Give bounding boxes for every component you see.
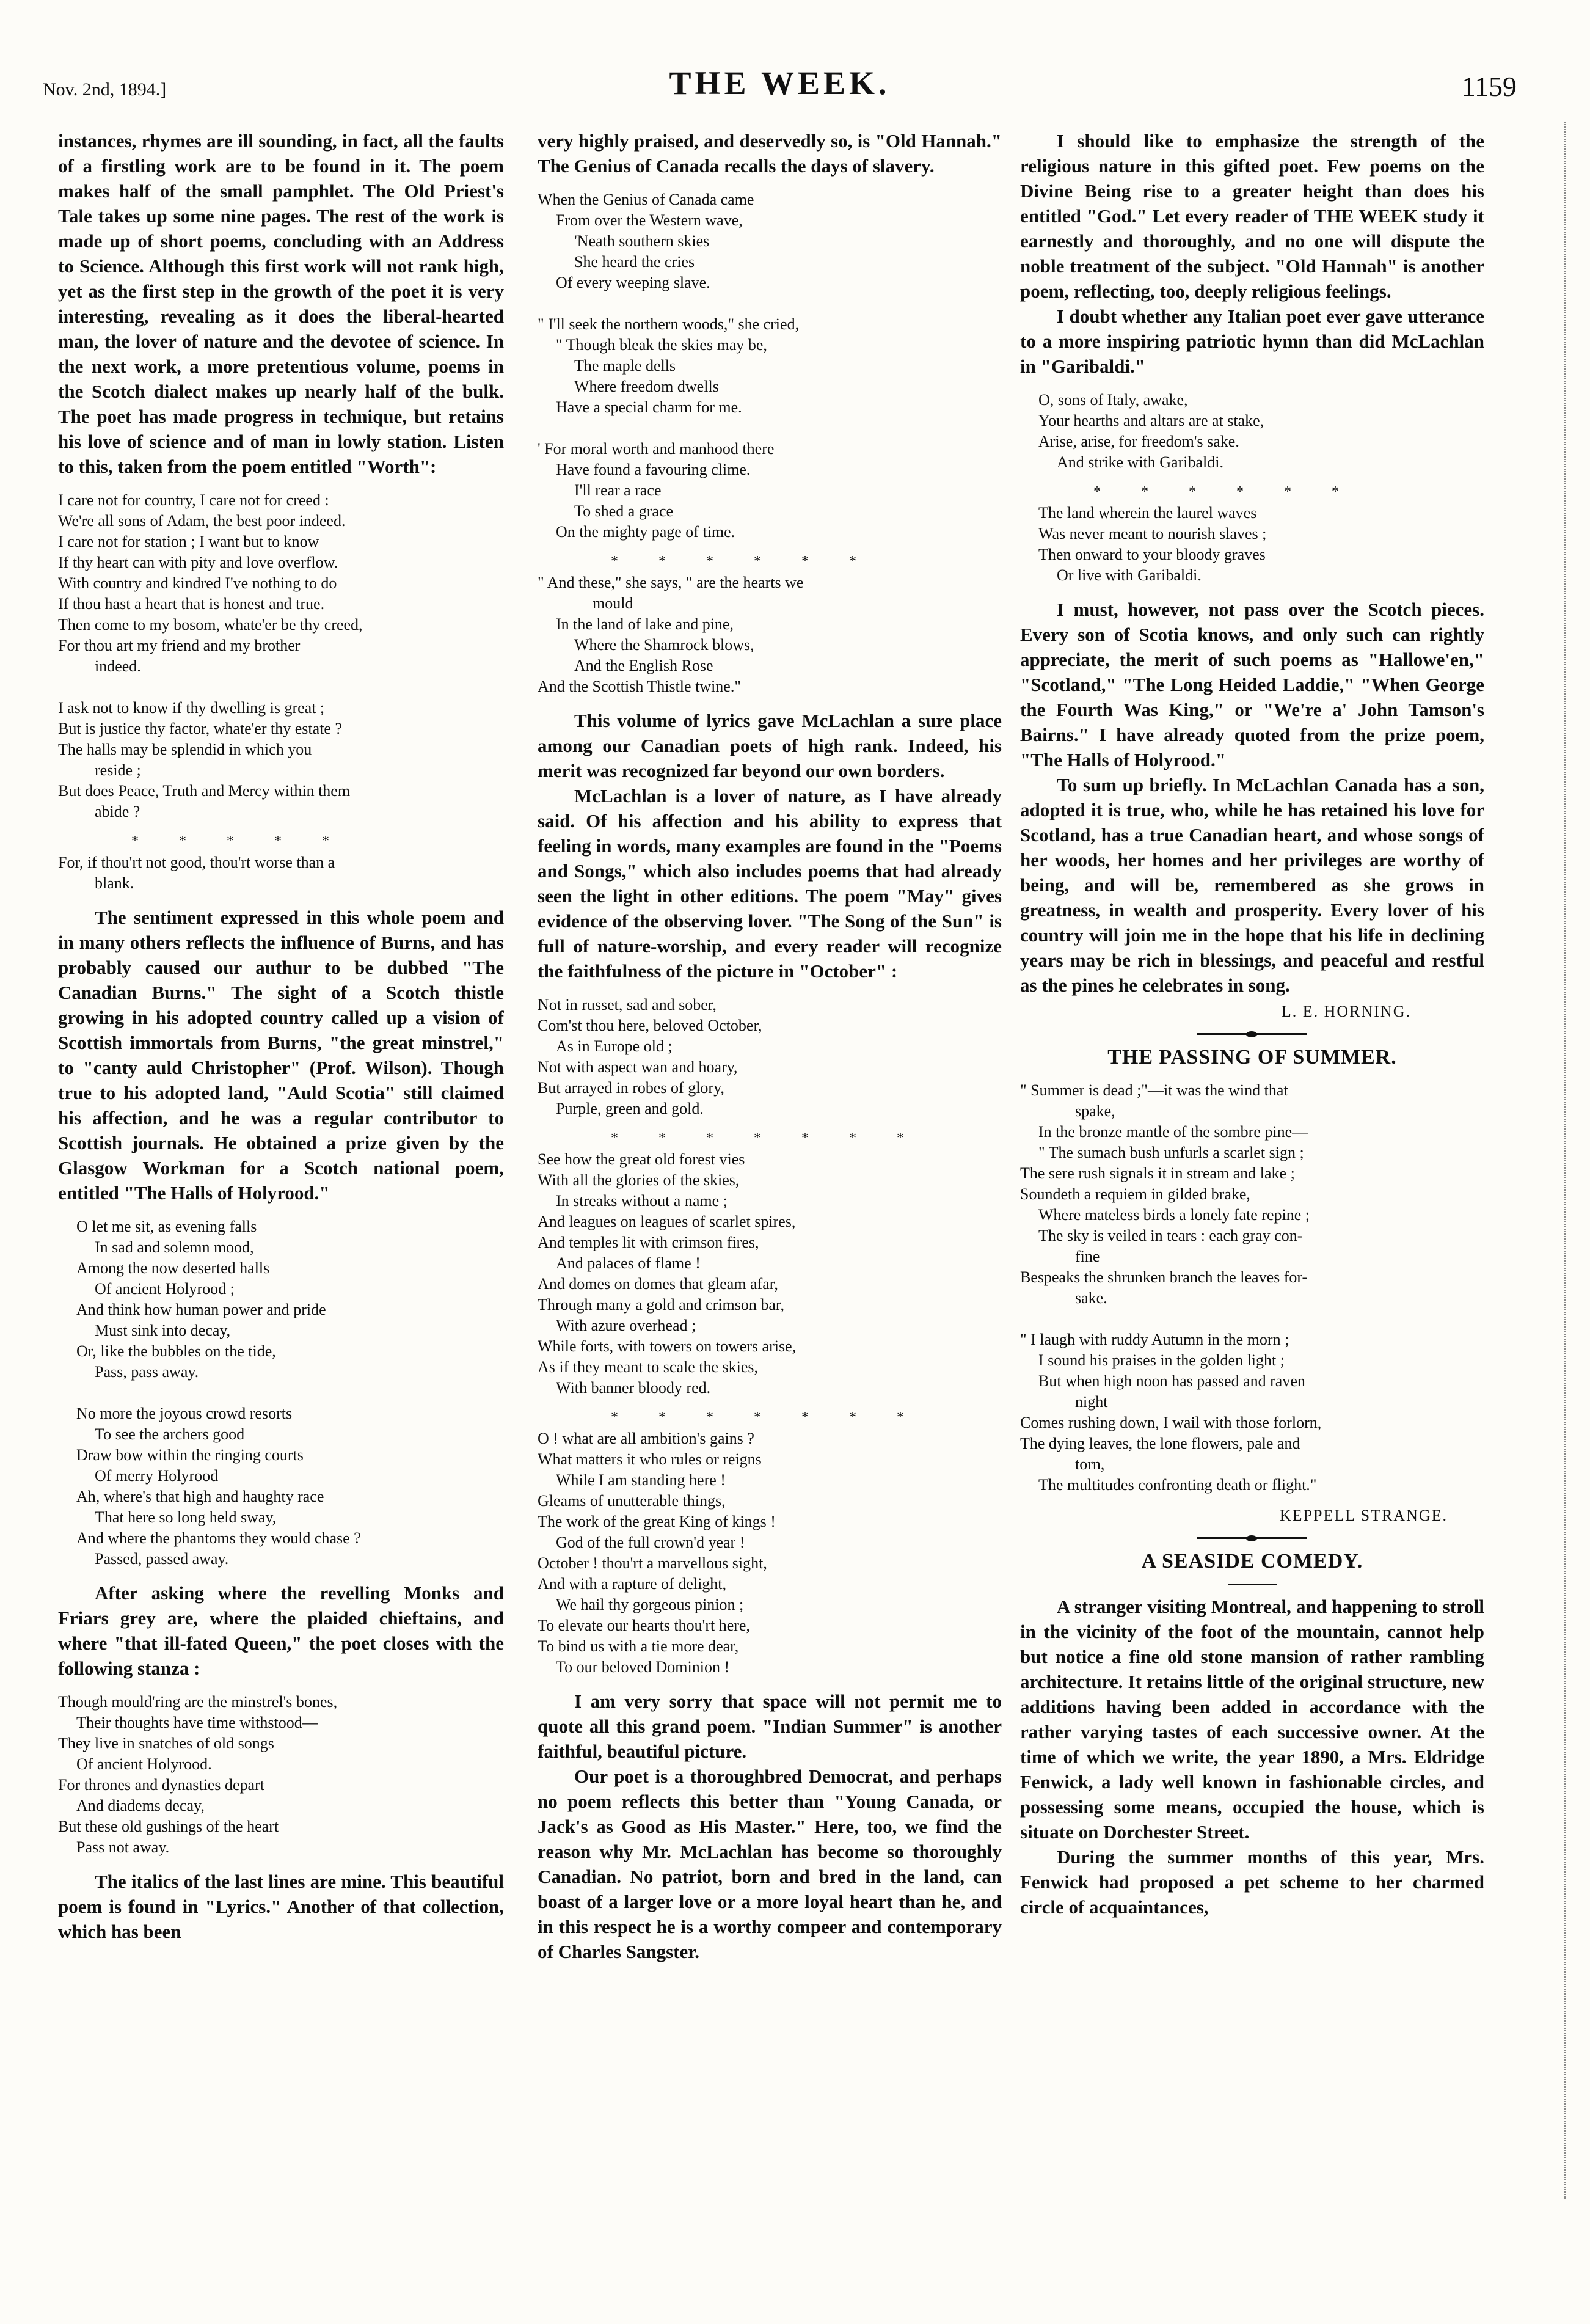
poem-line: Where the Shamrock blows, <box>574 636 754 654</box>
poem-line: Gleams of unutterable things, <box>538 1492 726 1510</box>
poem-line: While I am standing here ! <box>556 1471 726 1489</box>
column-3 <box>1020 128 1484 1920</box>
poem-line: But when high noon has passed and raven <box>1038 1372 1305 1390</box>
poem-line: " I'll seek the northern woods," she cried, <box>538 315 800 333</box>
poem-line: Where mateless birds a lonely fate repine ; <box>1038 1206 1310 1224</box>
poem-line: O let me sit, as evening falls <box>76 1218 257 1235</box>
paragraph: To sum up briefly. In McLachlan Canada has a son, adopted it is true, who, while he has retained his love for Scotland, has a true Canadian heart, and whose songs of her woods, her homes and her privileges are worthy of being, and will be, remembered as she grows in greatness, in wealth and prosperity. Every lover of his country will join me in the hope that his life in declining years may be rich in blessings, and peaceful and restful as the pines he celebrates in song. <box>1020 774 1484 996</box>
poem-line: The dying leaves, the lone flowers, pale and <box>1020 1434 1300 1452</box>
poem-line: Soundeth a requiem in gilded brake, <box>1020 1185 1250 1203</box>
poem-line: O, sons of Italy, awake, <box>1038 391 1188 409</box>
poem-line: reside ; <box>95 761 141 779</box>
poem-line: And the English Rose <box>574 657 713 674</box>
poem-line: And think how human power and pride <box>76 1301 326 1318</box>
poem-line: " The sumach bush unfurls a scarlet sign ; <box>1038 1144 1304 1161</box>
poem-line: And palaces of flame ! <box>556 1254 701 1272</box>
poem-line: " Though bleak the skies may be, <box>556 336 767 354</box>
poem-line: And strike with Garibaldi. <box>1057 453 1223 471</box>
poem-line: What matters it who rules or reigns <box>538 1450 762 1468</box>
asterism: * * * * * * * <box>611 1130 922 1146</box>
poem-line: And domes on domes that gleam afar, <box>538 1275 778 1293</box>
poem-line: And the Scottish Thistle twine." <box>538 678 741 695</box>
poem-line: Ah, where's that high and haughty race <box>76 1488 324 1505</box>
poem-line <box>1020 1309 1484 1329</box>
poem-line: I care not for station ; I want but to know <box>58 533 319 550</box>
paragraph: I must, however, not pass over the Scotch pieces. Every son of Scotia knows, and only such can rightly appreciate, the merit of such poems as "Hallowe'en," "Scotland," "The Long Heided Laddie," "When George the Fourth Was King," or "We're a' John Tamson's Bairns." I have already quoted from the prize poem, "The Halls of Holyrood." <box>1020 599 1484 770</box>
paragraph: The sentiment expressed in this whole poem and in many others reflects the influence of Burns, and has probably caused our authur to be dubbed "The Canadian Burns." The sight of a Scotch thistle growing in his adopted country called up a vision of Scottish immortals from Burns, "the great minstrel," to "canty auld Christopher" (Prof. Wilson). Though true to his adopted land, "Auld Scotia" still claimed his affection, and he was a regular contributor to Scottish journals. He obtained a prize given by the Glasgow Workman for a Scotch national poem, entitled "The Halls of Holyrood." <box>58 907 504 1204</box>
poem-garibaldi <box>1020 390 1484 473</box>
poem-line: If thou hast a heart that is honest and true. <box>58 595 325 613</box>
page-number: 1159 <box>1461 71 1517 102</box>
paragraph: A stranger visiting Montreal, and happening to stroll in the vicinity of the foot of the mountain, cannot help but notice a fine old stone mansion of rather rambling architecture. It retains little of the original structure, new additions having been added in accordance with the rather varying tastes of each successive owner. At the time of which we write, the year 1890, a Mrs. Eldridge Fenwick, a lady well known in fashionable circles, and possessing some means, occupied the house, which is situate on Dorchester Street. <box>1020 1596 1484 1843</box>
poem-line: With azure overhead ; <box>556 1317 696 1334</box>
poem-line: While forts, with towers on towers arise, <box>538 1337 797 1355</box>
poem-line: Arise, arise, for freedom's sake. <box>1038 433 1239 450</box>
poem-line: The sere rush signals it in stream and lake ; <box>1020 1164 1295 1182</box>
poem-line: Draw bow within the ringing courts <box>76 1446 304 1464</box>
poem-line: Your hearths and altars are at stake, <box>1038 412 1264 429</box>
paragraph: This volume of lyrics gave McLachlan a sure place among our Canadian poets of high rank. Indeed, his merit was recognized far beyond our own borders. <box>538 710 1002 781</box>
poem-october-part3 <box>538 1428 1002 1678</box>
poem-line: O ! what are all ambition's gains ? <box>538 1430 754 1447</box>
poem-line: torn, <box>1075 1455 1105 1473</box>
poem-line: " And these," she says, " are the hearts we <box>538 574 804 591</box>
poem-line: For, if thou'rt not good, thou'rt worse than a <box>58 853 335 871</box>
column-1 <box>58 128 504 1944</box>
paragraph: The italics of the last lines are mine. This beautiful poem is found in "Lyrics." Another of that collection, which has been <box>58 1871 504 1942</box>
poem-worth <box>58 490 504 822</box>
section-divider <box>1197 1537 1307 1539</box>
asterism: * * * * * * * <box>611 1409 922 1425</box>
poem-line: I ask not to know if thy dwelling is great ; <box>58 699 325 717</box>
headline-rule <box>1228 1584 1277 1585</box>
poem-line <box>538 293 1002 314</box>
poem-line: Among the now deserted halls <box>76 1259 270 1277</box>
poem-line: For thou art my friend and my brother <box>58 637 301 654</box>
poem-line: October ! thou'rt a marvellous sight, <box>538 1554 767 1572</box>
asterism: * * * * * * <box>1093 484 1357 500</box>
poem-line: That here so long held sway, <box>95 1508 277 1526</box>
poem-line: Have a special charm for me. <box>556 398 742 416</box>
poem-line: And where the phantoms they would chase ? <box>76 1529 361 1547</box>
page-header <box>43 64 1517 119</box>
asterism: * * * * * <box>131 833 348 849</box>
paragraph: I am very sorry that space will not permit me to quote all this grand poem. "Indian Summer" is another faithful, beautiful picture. <box>538 1690 1002 1762</box>
poem-line: Of ancient Holyrood ; <box>95 1280 235 1298</box>
poem-line: 'Neath southern skies <box>574 232 710 250</box>
poem-line: The multitudes confronting death or flight." <box>1038 1476 1317 1494</box>
poem-october-part2 <box>538 1149 1002 1398</box>
poem-line: To our beloved Dominion ! <box>556 1658 730 1676</box>
poem-genius-of-canada-end <box>538 572 1002 697</box>
poem-genius-of-canada <box>538 189 1002 543</box>
poem-line: As if they meant to scale the skies, <box>538 1358 759 1376</box>
poem-line: And leagues on leagues of scarlet spires, <box>538 1213 796 1230</box>
paragraph: McLachlan is a lover of nature, as I have already said. Of his affection and his ability to express that feeling in words, many examples are found in the "Poems and Songs," which also includes poems that had already seen the light in other editions. The poem "May" gives evidence of the observing lover. "The Song of the Sun" is full of nature-worship, and every reader will recognize the faithfulness of the picture in "October" : <box>538 785 1002 982</box>
poem-line: Not with aspect wan and hoary, <box>538 1058 738 1076</box>
poem-line: abide ? <box>95 803 140 820</box>
poem-passing-of-summer <box>1020 1080 1484 1496</box>
poem-line: On the mighty page of time. <box>556 523 735 541</box>
poem-line: In sad and solemn mood, <box>95 1238 254 1256</box>
poem-line: blank. <box>95 874 134 892</box>
poem-line: Then come to my bosom, whate'er be thy creed, <box>58 616 363 634</box>
poem-line: Of merry Holyrood <box>95 1467 219 1485</box>
poem-line: night <box>1075 1393 1108 1411</box>
poem-line: With all the glories of the skies, <box>538 1171 740 1189</box>
poem-line: Where freedom dwells <box>574 378 719 395</box>
paragraph: After asking where the revelling Monks and Friars grey are, where the plaided chieftains, and where "that ill-fated Queen," the poet closes with the following stanza : <box>58 1582 504 1679</box>
asterism: * * * * * * <box>611 554 875 569</box>
poem-line <box>58 1383 504 1403</box>
poem-line: With country and kindred I've nothing to do <box>58 574 337 592</box>
poem-line: See how the great old forest vies <box>538 1150 745 1168</box>
poem-line: And with a rapture of delight, <box>538 1575 727 1593</box>
poem-line: To see the archers good <box>95 1425 245 1443</box>
poem-line: mould <box>593 594 633 612</box>
poem-line <box>58 677 504 698</box>
article-headline: THE PASSING OF SUMMER. <box>1107 1046 1397 1069</box>
poem-line: Must sink into decay, <box>95 1321 231 1339</box>
poem-line: Though mould'ring are the minstrel's bones, <box>58 1693 338 1711</box>
paragraph: instances, rhymes are ill sounding, in fact, all the faults of a firstling work are to be found in it. The poem makes half of the small pamphlet. The Old Priest's Tale takes up some nine pages. The rest of the work is made up of short poems, concluding with an Address to Science. Although this first work will not rank high, yet as the first step in the growth of the poet it is very interesting, revealing as it does the liberal-hearted man, the lover of nature and the devotee of science. In the next work, a more pretentious volume, poems in the Scotch dialect makes up nearly half of the bulk. The poet has made progress in technique, but retains his love of science and of man in lowly station. Listen to this, taken from the poem entitled "Worth": <box>58 130 504 477</box>
poem-line: And diadems decay, <box>76 1797 205 1814</box>
paragraph: very highly praised, and deservedly so, is "Old Hannah." The Genius of Canada recalls the days of slavery. <box>538 130 1002 177</box>
poem-line: To bind us with a tie more dear, <box>538 1637 739 1655</box>
poem-halls-of-holyrood <box>58 1216 504 1569</box>
poem-line: Or live with Garibaldi. <box>1057 566 1202 584</box>
poem-line: Comes rushing down, I wail with those forlorn, <box>1020 1414 1322 1431</box>
poem-line: I care not for country, I care not for creed : <box>58 491 329 509</box>
poem-line: They live in snatches of old songs <box>58 1734 274 1752</box>
poem-line: The halls may be splendid in which you <box>58 740 312 758</box>
poem-line: Of every weeping slave. <box>556 274 710 291</box>
poem-line: Have found a favouring clime. <box>556 461 751 478</box>
poem-line: ' For moral worth and manhood there <box>538 440 775 458</box>
poem-line: I sound his praises in the golden light ; <box>1038 1351 1285 1369</box>
article-headline: A SEASIDE COMEDY. <box>1141 1550 1363 1573</box>
poem-line: Was never meant to nourish slaves ; <box>1038 525 1267 543</box>
poem-line: And temples lit with crimson fires, <box>538 1233 759 1251</box>
column-2 <box>538 128 1002 1964</box>
masthead-title: THE WEEK. <box>669 65 891 101</box>
paragraph: I doubt whether any Italian poet ever gave utterance to a more inspiring patriotic hymn than did McLachlan in "Garibaldi." <box>1020 305 1484 377</box>
poem-line: No more the joyous crowd resorts <box>76 1405 293 1422</box>
poem-line: The land wherein the laurel waves <box>1038 504 1257 522</box>
poem-line: Then onward to your bloody graves <box>1038 546 1266 563</box>
paragraph: I should like to emphasize the strength of the religious nature in this gifted poet. Few poems on the Divine Being rise to a greater height than does his entitled "God." Let every reader of THE WEEK study it earnestly and thoroughly, and no one will dispute the noble treatment of the subject. "Old Hannah" is another poem, reflecting, too, deeply religious feelings. <box>1020 130 1484 302</box>
poem-line: To shed a grace <box>574 502 674 520</box>
poem-line: Not in russet, sad and sober, <box>538 996 717 1014</box>
poem-garibaldi-end <box>1020 503 1484 586</box>
poem-line: The work of the great King of kings ! <box>538 1513 776 1530</box>
poem-line: " Summer is dead ;"—it was the wind that <box>1020 1081 1288 1099</box>
poem-line: But is justice thy factor, whate'er thy estate ? <box>58 720 342 737</box>
poem-line: In streaks without a name ; <box>556 1192 728 1210</box>
poem-line: God of the full crown'd year ! <box>556 1533 745 1551</box>
poem-line: She heard the cries <box>574 253 695 271</box>
paragraph: Our poet is a thoroughbred Democrat, and perhaps no poem reflects this better than "Young Canada, or Jack's as Good as His Master." Here, too, we find the reason why Mr. McLachlan has become so thoroughly Canadian. No patriot, born and bred in the land, can boast of a larger love or a more loyal heart than he, and in this respect he is a worthy compeer and contemporary of Charles Sangster. <box>538 1766 1002 1962</box>
poem-line: In the bronze mantle of the sombre pine— <box>1038 1123 1308 1141</box>
poem-line: But arrayed in robes of glory, <box>538 1079 724 1097</box>
poem-line: If thy heart can with pity and love overflow. <box>58 554 338 571</box>
poem-line: Pass not away. <box>76 1838 170 1856</box>
poem-line: From over the Western wave, <box>556 211 743 229</box>
poem-line: Through many a gold and crimson bar, <box>538 1296 785 1314</box>
poem-line: But these old gushings of the heart <box>58 1818 279 1835</box>
poem-line: " I laugh with ruddy Autumn in the morn ; <box>1020 1331 1289 1348</box>
poem-line: indeed. <box>95 657 141 675</box>
poem-line: We're all sons of Adam, the best poor indeed. <box>58 512 346 530</box>
poem-line: As in Europe old ; <box>556 1037 673 1055</box>
poem-line: The maple dells <box>574 357 676 375</box>
poem-line: For thrones and dynasties depart <box>58 1776 264 1794</box>
poem-line: Passed, passed away. <box>95 1550 229 1568</box>
poem-line: Purple, green and gold. <box>556 1100 704 1117</box>
poem-line: When the Genius of Canada came <box>538 191 754 208</box>
poem-line: fine <box>1075 1248 1100 1265</box>
author-signature: KEPPELL STRANGE. <box>1279 1507 1448 1524</box>
author-signature: L. E. HORNING. <box>1281 1003 1411 1020</box>
poem-line: Their thoughts have time withstood— <box>76 1714 318 1731</box>
poem-line: With banner bloody red. <box>556 1379 711 1397</box>
section-divider <box>1197 1033 1307 1035</box>
poem-line: Pass, pass away. <box>95 1363 199 1381</box>
poem-line: Of ancient Holyrood. <box>76 1755 212 1773</box>
poem-worth-end <box>58 852 504 894</box>
poem-line <box>538 418 1002 439</box>
poem-line: In the land of lake and pine, <box>556 615 734 633</box>
poem-line: The sky is veiled in tears : each gray con- <box>1038 1227 1303 1244</box>
poem-line: Com'st thou here, beloved October, <box>538 1017 762 1034</box>
page-edge-binding <box>1553 122 1578 2199</box>
poem-line: We hail thy gorgeous pinion ; <box>556 1596 744 1613</box>
poem-line: To elevate our hearts thou'rt here, <box>538 1617 750 1634</box>
issue-date: Nov. 2nd, 1894.] <box>43 79 167 100</box>
poem-line: sake. <box>1075 1289 1107 1307</box>
poem-line: spake, <box>1075 1102 1115 1120</box>
poem-line: But does Peace, Truth and Mercy within them <box>58 782 351 800</box>
poem-closing-stanza <box>58 1692 504 1858</box>
poem-october <box>538 995 1002 1119</box>
poem-line: Or, like the bubbles on the tide, <box>76 1342 276 1360</box>
paragraph: During the summer months of this year, Mrs. Fenwick had proposed a pet scheme to her charmed circle of acquaintances, <box>1020 1846 1484 1918</box>
poem-line: I'll rear a race <box>574 481 662 499</box>
poem-line: Bespeaks the shrunken branch the leaves for- <box>1020 1268 1308 1286</box>
